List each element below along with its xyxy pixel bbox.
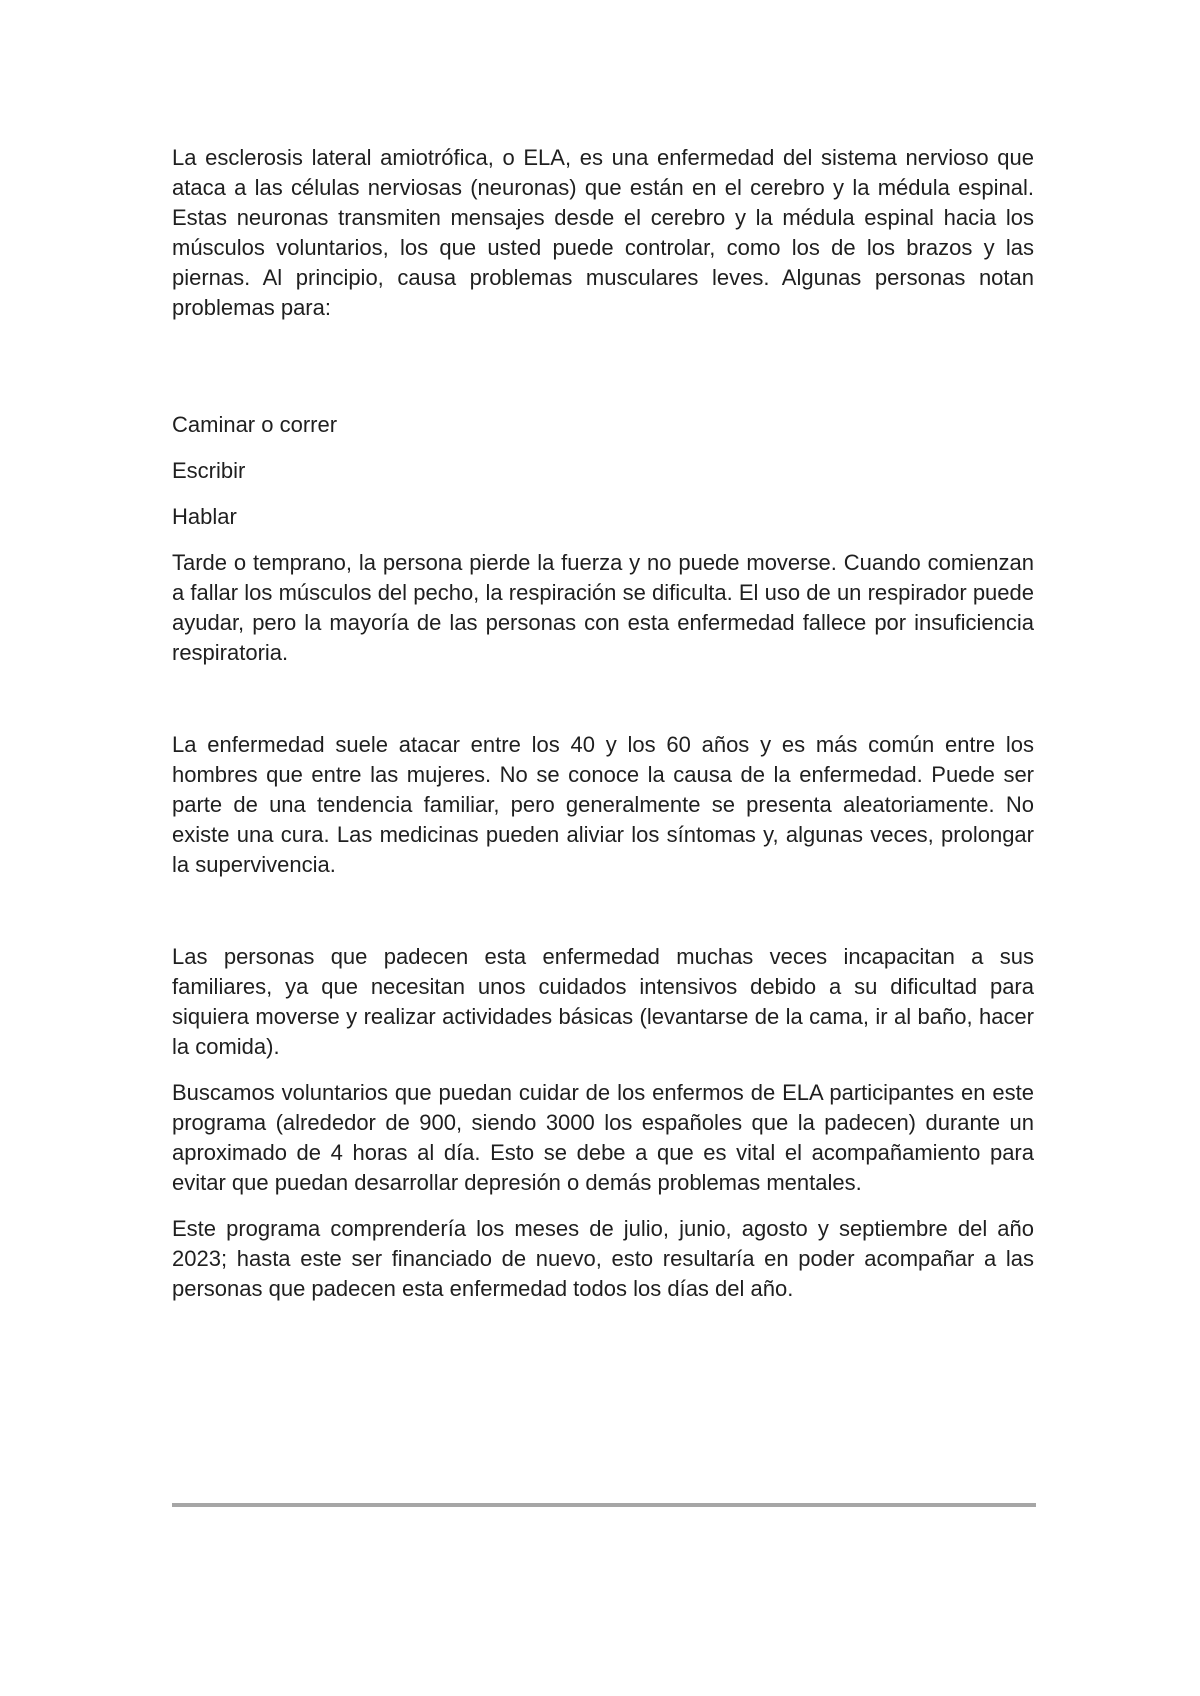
paragraph-edad-causa: La enfermedad suele atacar entre los 40 y los 60 años y es más común entre los hombres que entre las mujeres. No se conoce la causa de la enfermedad. Puede ser parte de una tendencia familiar, pero generalmente se presenta aleatoriamente. No existe una cura. Las medicinas pueden aliviar los síntomas y, algunas veces, prolongar la supervivencia. — [172, 732, 1034, 877]
paragraph-intro: La esclerosis lateral amiotrófica, o ELA, es una enfermedad del sistema nervioso que ataca a las células nerviosas (neuronas) que están en el cerebro y la médula espinal. Estas neuronas transmiten mensajes desde el cerebro y la médula espinal hacia los músculos voluntarios, los que usted puede controlar, como los de los brazos y las piernas. Al principio, causa problemas musculares leves. Algunas personas notan problemas para: — [172, 145, 1034, 320]
footer-divider — [172, 1503, 1036, 1507]
paragraph-progresion: Tarde o temprano, la persona pierde la fuerza y no puede moverse. Cuando comienzan a fallar los músculos del pecho, la respiración se dificulta. El uso de un respirador puede ayudar, pero la mayoría de las personas con esta enfermedad fallece por insuficiencia respiratoria. — [172, 550, 1034, 665]
list-item-hablar: Hablar — [172, 504, 237, 529]
paragraph-programa: Este programa comprendería los meses de julio, junio, agosto y septiembre del año 2023; hasta este ser financiado de nuevo, esto resultaría en poder acompañar a las personas que padecen esta enfermedad todos los días del año. — [172, 1216, 1034, 1301]
document-body — [172, 143, 1034, 1304]
paragraph-familiares: Las personas que padecen esta enfermedad muchas veces incapacitan a sus familiares, ya que necesitan unos cuidados intensivos debido a su dificultad para siquiera moverse y realizar actividades básicas (levantarse de la cama, ir al baño, hacer la comida). — [172, 944, 1034, 1059]
list-item-caminar: Caminar o correr — [172, 412, 338, 437]
list-item-escribir: Escribir — [172, 458, 246, 483]
paragraph-voluntarios: Buscamos voluntarios que puedan cuidar de los enfermos de ELA participantes en este programa (alrededor de 900, siendo 3000 los españoles que la padecen) durante un aproximado de 4 horas al día. Esto se debe a que es vital el acompañamiento para evitar que puedan desarrollar depresión o demás problemas mentales. — [172, 1080, 1034, 1195]
